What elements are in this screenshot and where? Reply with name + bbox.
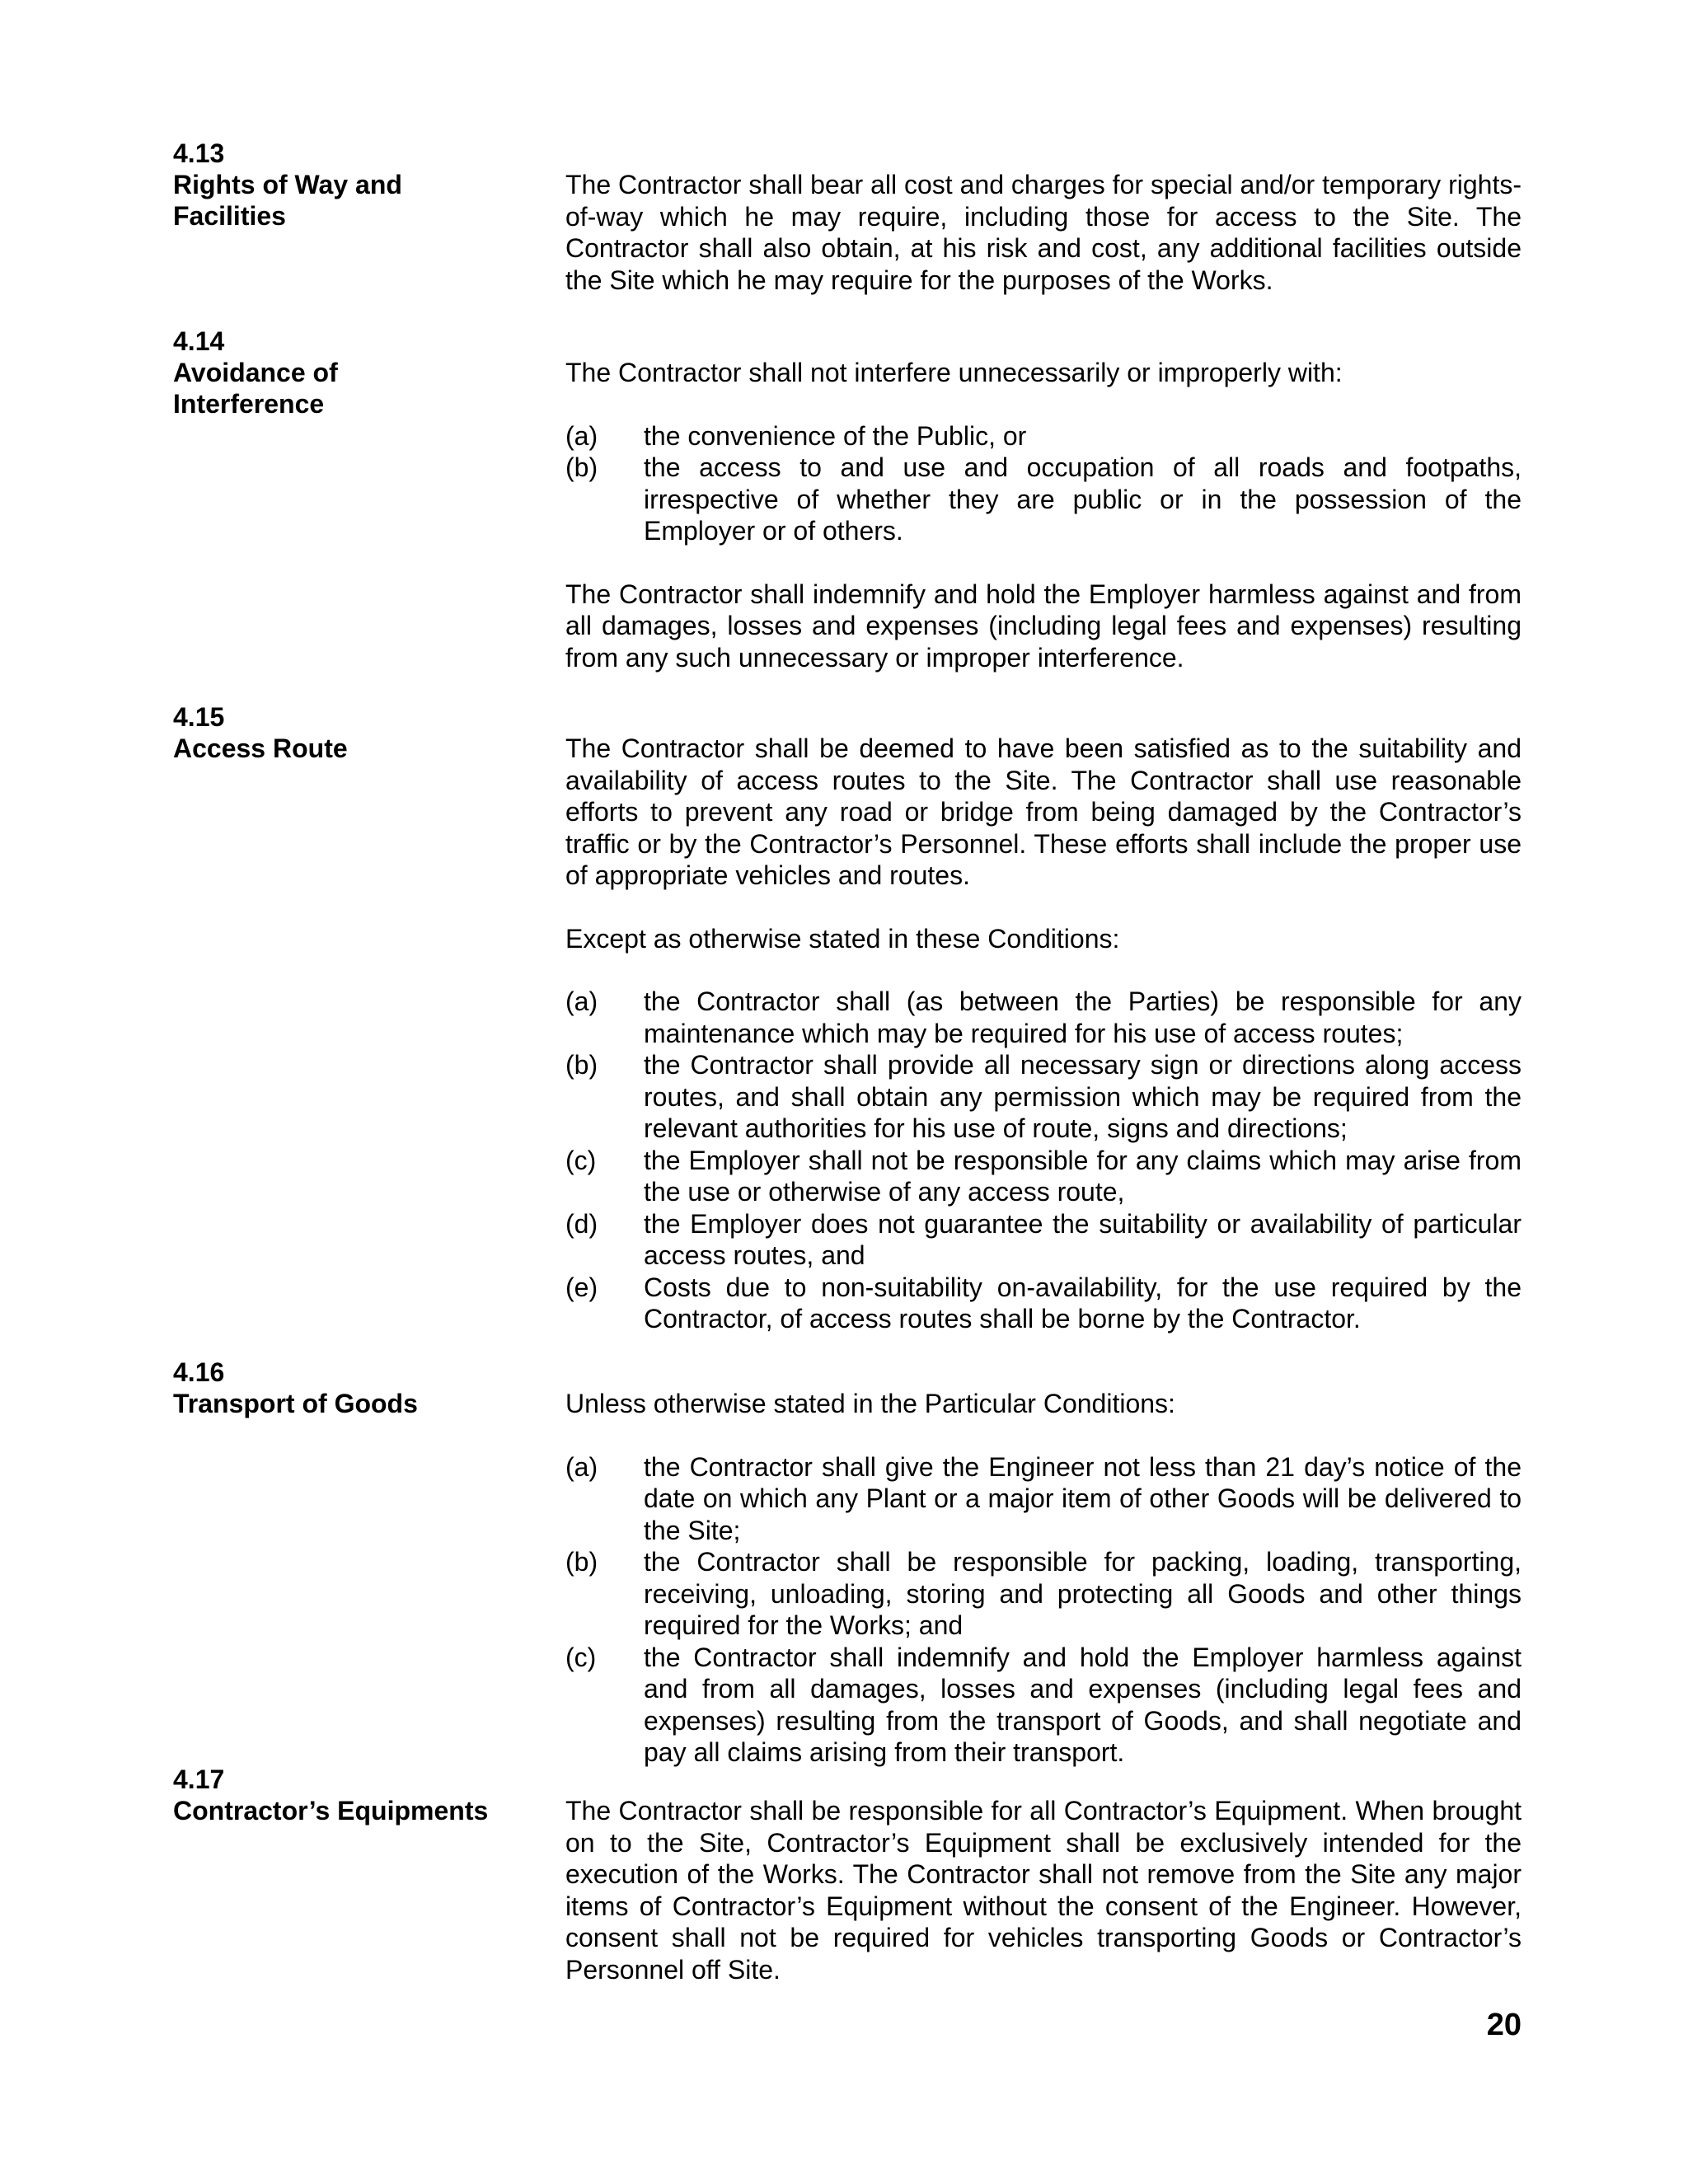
section-4-15-title: Access Route — [173, 733, 348, 763]
section-4-13-body — [565, 169, 1522, 296]
section-4-17-paragraph: The Contractor shall be responsible for all Contractor’s Equipment. When brought on to the Site, Contractor’s Equipment shall be exclusively intended for the execution of the Works. The Contractor shall not remove from the Site any major items of Contractor’s Equipment without the consent of the Engineer. However, consent shall not be required for vehicles transporting Goods or Contractor’s Personnel off Site. — [565, 1796, 1522, 1985]
list-item-text: the access to and use and occupation of all roads and footpaths, irrespective of whether they are public or in the possession of the Employer or of others. — [644, 452, 1522, 546]
section-4-14-list — [565, 420, 1522, 547]
list-item — [565, 1208, 1522, 1272]
section-4-13-paragraph: The Contractor shall bear all cost and charges for special and/or temporary rights-of-way which he may require, including those for access to the Site. The Contractor shall also obtain, at his risk and cost, any additional facilities outside the Site which he may require for the purposes of the Works. — [565, 170, 1522, 295]
list-item — [565, 1451, 1522, 1547]
list-item-label: (a) — [565, 987, 598, 1016]
list-item-label: (c) — [565, 1145, 597, 1175]
list-item-label: (b) — [565, 1547, 598, 1577]
list-item-label: (e) — [565, 1272, 598, 1302]
section-4-14-closing: The Contractor shall indemnify and hold the Employer harmless against and from all damages, losses and expenses (including legal fees and expenses) resulting from any such unnecessary or improper interference. — [565, 579, 1522, 673]
list-item-label: (b) — [565, 1050, 598, 1080]
section-4-13-number: 4.13 — [173, 138, 225, 168]
list-item-text: Costs due to non-suitability on-availability, for the use required by the Contractor, of access routes shall be borne by the Contractor. — [644, 1272, 1522, 1333]
section-4-14-intro: The Contractor shall not interfere unnecessarily or improperly with: — [565, 358, 1343, 387]
list-item-label: (a) — [565, 1451, 598, 1482]
page-number: 20 — [1486, 2008, 1522, 2042]
list-item — [565, 452, 1522, 547]
section-4-16-intro: Unless otherwise stated in the Particular Conditions: — [565, 1389, 1175, 1418]
list-item-text: the Contractor shall indemnify and hold the Employer harmless against and from all damages, losses and expenses (including legal fees and expenses) resulting from the transport of Goods, and shall negotiate and pay all claims arising from their transport. — [644, 1642, 1522, 1767]
list-item-label: (c) — [565, 1642, 597, 1672]
list-item — [565, 1145, 1522, 1208]
section-4-13-title: Rights of Way and Facilities — [173, 170, 402, 231]
section-4-14-body — [565, 357, 1522, 673]
list-item-label: (d) — [565, 1208, 598, 1239]
list-item — [565, 1642, 1522, 1769]
section-4-15-list — [565, 986, 1522, 1335]
section-4-14-number: 4.14 — [173, 326, 225, 356]
section-4-16-title: Transport of Goods — [173, 1389, 418, 1418]
section-4-15-intro: The Contractor shall be deemed to have been satisfied as to the suitability and availability of access routes to the Site. The Contractor shall use reasonable efforts to prevent any road or bridge from being damaged by the Contractor’s traffic or by the Contractor’s Personnel. These efforts shall include the proper use of appropriate vehicles and routes. — [565, 733, 1522, 890]
list-item — [565, 986, 1522, 1049]
section-4-14-title: Avoidance of Interference — [173, 358, 338, 419]
section-4-16-list — [565, 1451, 1522, 1769]
section-4-17-title: Contractor’s Equipments — [173, 1796, 489, 1825]
list-item-text: the Contractor shall (as between the Parties) be responsible for any maintenance which may be required for his use of access routes; — [644, 987, 1522, 1048]
section-4-16-body — [565, 1388, 1522, 1769]
section-4-15-number: 4.15 — [173, 702, 225, 732]
list-item-text: the Employer shall not be responsible for any claims which may arise from the use or otherwise of any access route, — [644, 1145, 1522, 1207]
section-4-15-body — [565, 733, 1522, 1335]
list-item-label: (b) — [565, 452, 598, 482]
section-4-17-body — [565, 1795, 1522, 1985]
list-item-label: (a) — [565, 420, 598, 451]
list-item-text: the convenience of the Public, or — [644, 420, 1027, 451]
list-item — [565, 1272, 1522, 1335]
section-4-16-number: 4.16 — [173, 1357, 225, 1387]
list-item-text: the Employer does not guarantee the suitability or availability of particular access routes, and — [644, 1208, 1522, 1270]
list-item — [565, 1546, 1522, 1642]
list-item-text: the Contractor shall be responsible for packing, loading, transporting, receiving, unloading, storing and protecting all Goods and other things required for the Works; and — [644, 1547, 1522, 1640]
list-item-text: the Contractor shall provide all necessary sign or directions along access routes, and shall obtain any permission which may be required from the relevant authorities for his use of route, signs and directions; — [644, 1050, 1522, 1143]
list-item — [565, 420, 1522, 452]
list-item — [565, 1049, 1522, 1145]
section-4-15-intro2: Except as otherwise stated in these Conditions: — [565, 923, 1120, 954]
list-item-text: the Contractor shall give the Engineer not less than 21 day’s notice of the date on which any Plant or a major item of other Goods will be delivered to the Site; — [644, 1451, 1522, 1545]
section-4-17-number: 4.17 — [173, 1765, 225, 1794]
